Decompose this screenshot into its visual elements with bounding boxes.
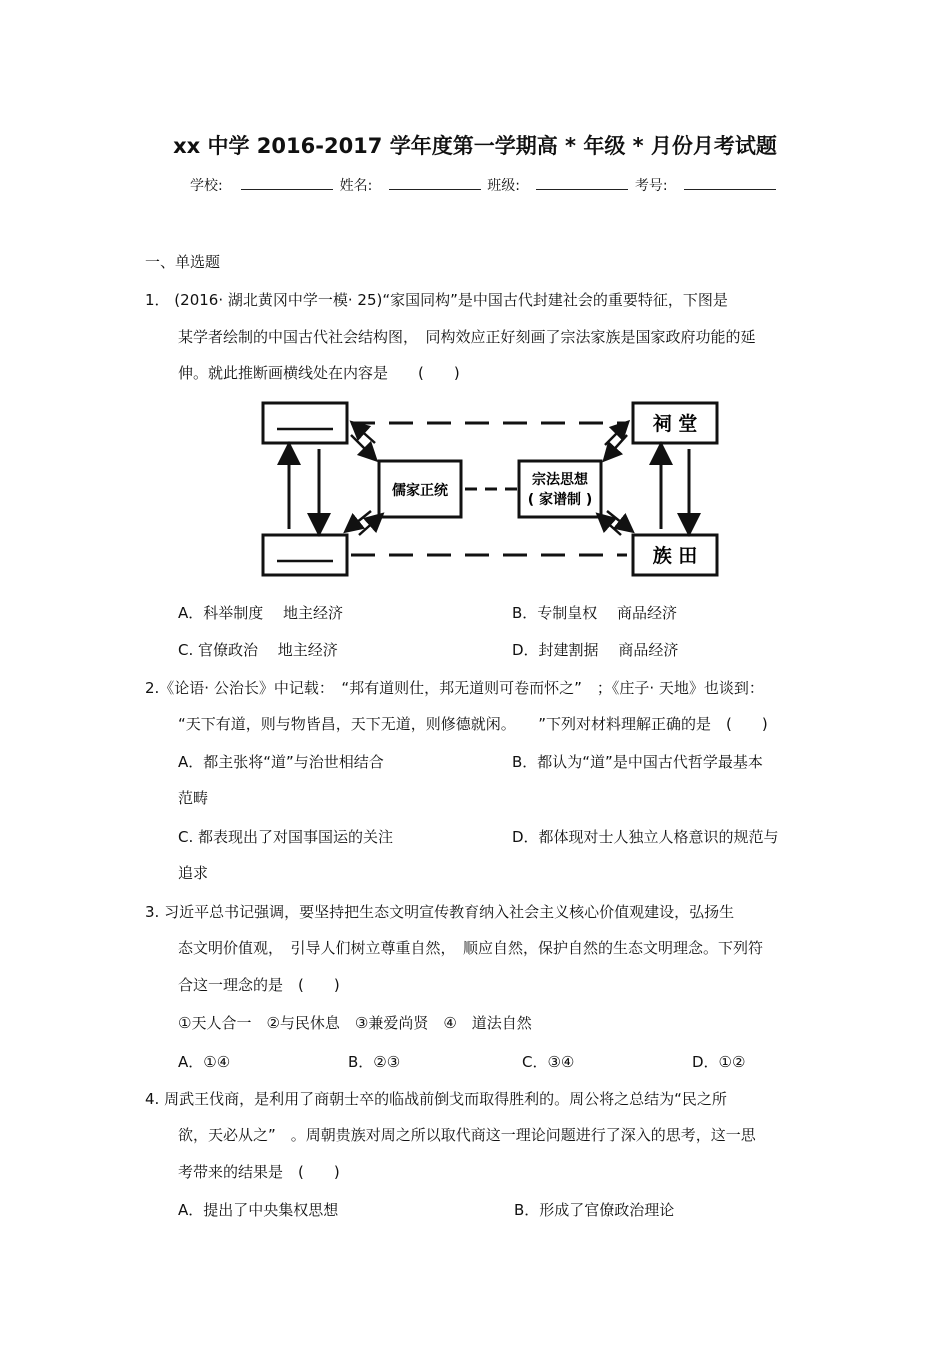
- q1-option-a[interactable]: A．科举制度 地主经济: [178, 604, 344, 622]
- blank-box-bottom-left: [263, 535, 347, 575]
- arrow-diag-tl-2: [357, 427, 375, 443]
- q3-line-4: ①天人合一 ②与民休息 ③兼爱尚贤 ④ 道法自然: [178, 1014, 532, 1032]
- q1-option-c[interactable]: C. 官僚政治 地主经济: [178, 641, 338, 659]
- class-label: 班级:: [487, 178, 520, 194]
- patriarchal-label-1: 宗法思想: [532, 472, 588, 488]
- ancestral-hall-label: 祠 堂: [652, 413, 698, 435]
- arrow-diag-bl-1: [351, 511, 371, 527]
- patriarchal-label-2: ( 家谱制 ): [527, 492, 593, 508]
- name-label: 姓名:: [339, 178, 373, 194]
- student-info-row: [190, 175, 778, 195]
- q1-option-b[interactable]: B．专制皇权 商品经济: [512, 604, 678, 622]
- clan-field-label: 族 田: [652, 545, 698, 567]
- class-field[interactable]: [536, 177, 628, 190]
- patriarchal-box: [519, 461, 601, 517]
- q3-option-d[interactable]: D．①②: [692, 1053, 746, 1071]
- confucian-label: 儒家正统: [392, 483, 448, 499]
- q2-option-c[interactable]: C. 都表现出了对国事国运的关注: [178, 828, 394, 846]
- q1-line-2: 某学者绘制的中国古代社会结构图， 同构效应正好刻画了宗法家族是国家政府功能的延: [178, 328, 756, 346]
- q4-option-a[interactable]: A．提出了中央集权思想: [178, 1201, 339, 1219]
- q4-line-1: 4. 周武王伐商，是利用了商朝士卒的临战前倒戈而取得胜利的。周公将之总结为“民之所: [145, 1090, 727, 1108]
- q3-option-c[interactable]: C．③④: [522, 1053, 575, 1071]
- q4-option-b[interactable]: B．形成了官僚政治理论: [514, 1201, 675, 1219]
- section-heading: 一、单选题: [145, 253, 221, 271]
- q3-option-b[interactable]: B．②③: [348, 1053, 401, 1071]
- school-field[interactable]: [241, 177, 333, 190]
- q2-line-1: 2.《论语· 公治长》中记载： “邦有道则仕，邦无道则可卷而怀之” ；《庄子· 天地》也谈到：: [145, 679, 764, 697]
- q1-option-d[interactable]: D．封建割据 商品经济: [512, 641, 679, 659]
- q2-option-b-cont: 范畴: [178, 789, 209, 807]
- school-label: 学校:: [190, 178, 223, 194]
- q4-line-3: 考带来的结果是 ( ): [178, 1163, 340, 1181]
- q2-option-a[interactable]: A．都主张将“道”与治世相结合: [178, 753, 384, 771]
- q3-option-a[interactable]: A．①④: [178, 1053, 231, 1071]
- q3-line-1: 3. 习近平总书记强调，要坚持把生态文明宣传教育纳入社会主义核心价值观建设，弘扬生: [145, 903, 735, 921]
- q3-line-2: 态文明价值观， 引导人们树立尊重自然， 顺应自然，保护自然的生态文明理念。下列符: [178, 939, 764, 957]
- q3-line-3: 合这一理念的是 ( ): [178, 976, 340, 994]
- q2-option-d[interactable]: D．都体现对士人独立人格意识的规范与: [512, 828, 779, 846]
- society-structure-diagram: [255, 395, 725, 583]
- q1-line-1: 1． (2016· 湖北黄冈中学一模· 25)“家国同构”是中国古代封建社会的重要特征，下图是: [145, 291, 728, 309]
- page-title: xx 中学 2016-2017 学年度第一学期高 * 年级 * 月份月考试题: [173, 134, 777, 158]
- q4-line-2: 欲，天必从之” 。周朝贵族对周之所以取代商这一理论问题进行了深入的思考，这一思: [178, 1126, 756, 1144]
- q2-option-d-cont: 追求: [178, 864, 209, 882]
- name-field[interactable]: [389, 177, 481, 190]
- arrow-diag-bl-2: [359, 519, 377, 535]
- q1-line-3: 伸。就此推断画横线处在内容是 ( ): [178, 364, 460, 382]
- exam-number-field[interactable]: [684, 177, 776, 190]
- exam-number-label: 考号:: [634, 178, 668, 194]
- q2-option-b[interactable]: B．都认为“道”是中国古代哲学最基本: [512, 753, 763, 771]
- blank-box-top-left: [263, 403, 347, 443]
- q2-line-2: “天下有道，则与物皆昌，天下无道，则修德就闲。 ”下列对材料理解正确的是 ( ): [178, 715, 768, 733]
